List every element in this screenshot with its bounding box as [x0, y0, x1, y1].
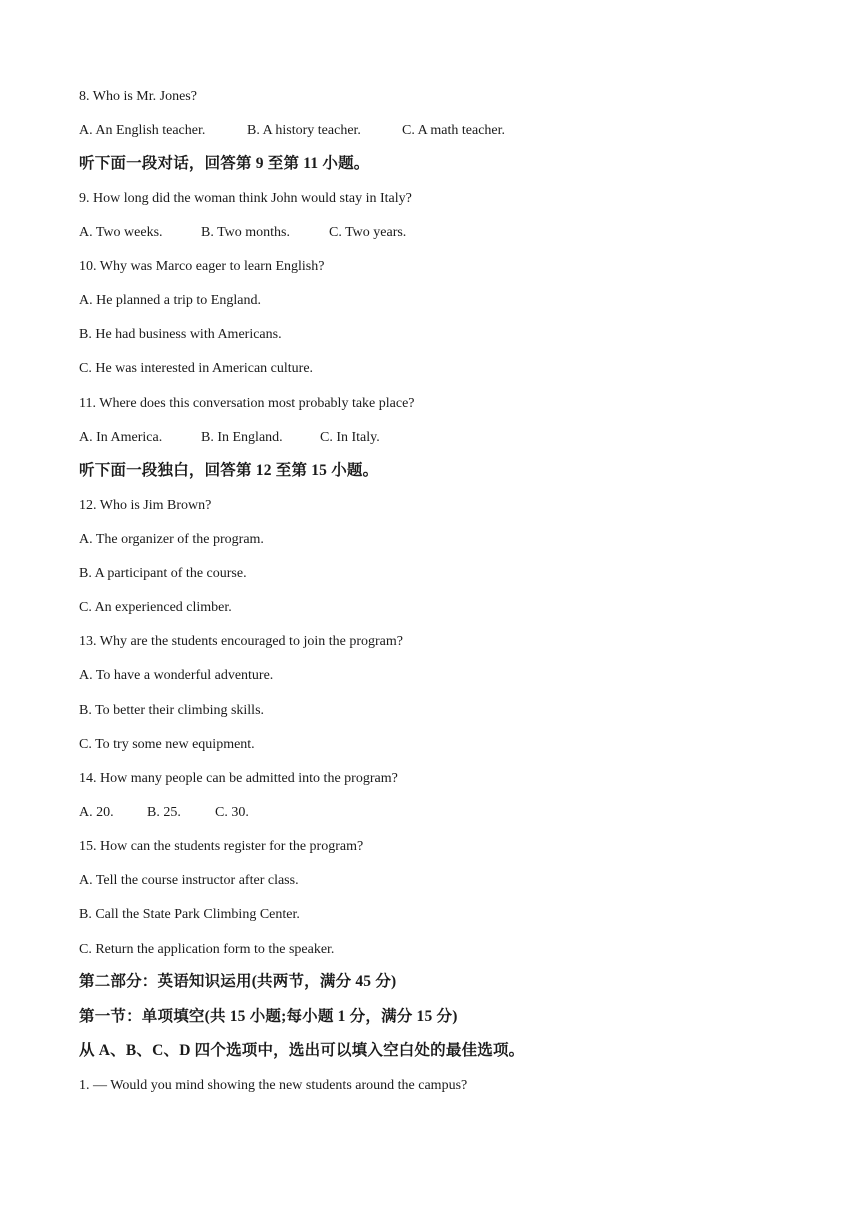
option-c: C. A math teacher. [402, 123, 506, 138]
question-13-option-c: C. To try some new equipment. [79, 737, 255, 752]
question-9-options [79, 224, 406, 242]
question-10-option-a: A. He planned a trip to England. [79, 293, 261, 308]
question-10-option-b: B. He had business with Americans. [79, 327, 282, 342]
option-a: A. An English teacher. [79, 123, 206, 138]
question-11: 11. Where does this conversation most probably take place? [79, 396, 415, 411]
question-12: 12. Who is Jim Brown? [79, 498, 212, 513]
section-heading-dialogue: 听下面一段对话，回答第 9 至第 11 小题。 [79, 155, 370, 172]
option-a: A. 20. [79, 805, 114, 820]
option-c: C. In Italy. [320, 430, 380, 445]
option-a: A. In America. [79, 430, 163, 445]
question-10: 10. Why was Marco eager to learn English? [79, 259, 325, 274]
question-11-options [79, 429, 380, 447]
question-8: 8. Who is Mr. Jones? [79, 89, 197, 104]
option-b: B. A history teacher. [247, 123, 361, 138]
instructions: 从 A、B、C、D 四个选项中，选出可以填入空白处的最佳选项。 [79, 1042, 525, 1059]
question-15-option-c: C. Return the application form to the speaker. [79, 942, 335, 957]
option-b: B. 25. [147, 805, 181, 820]
question-14-options [79, 804, 249, 822]
question-12-option-c: C. An experienced climber. [79, 600, 232, 615]
question-13-option-a: A. To have a wonderful adventure. [79, 668, 274, 683]
option-b: B. In England. [201, 430, 283, 445]
question-9: 9. How long did the woman think John would stay in Italy? [79, 191, 412, 206]
question-15-option-a: A. Tell the course instructor after class. [79, 873, 299, 888]
option-c: C. Two years. [329, 225, 407, 240]
question-15-option-b: B. Call the State Park Climbing Center. [79, 907, 300, 922]
section-heading-monologue: 听下面一段独白，回答第 12 至第 15 小题。 [79, 462, 379, 479]
question-15: 15. How can the students register for the program? [79, 839, 364, 854]
question-13: 13. Why are the students encouraged to join the program? [79, 634, 403, 649]
question-14: 14. How many people can be admitted into the program? [79, 771, 398, 786]
option-b: B. Two months. [201, 225, 290, 240]
option-c: C. 30. [215, 805, 249, 820]
section-one-heading: 第一节：单项填空(共 15 小题;每小题 1 分，满分 15 分) [79, 1008, 458, 1025]
question-12-option-a: A. The organizer of the program. [79, 532, 264, 547]
grammar-question-1: 1. — Would you mind showing the new students around the campus? [79, 1078, 468, 1093]
question-8-options [79, 122, 505, 140]
question-13-option-b: B. To better their climbing skills. [79, 703, 265, 718]
question-12-option-b: B. A participant of the course. [79, 566, 247, 581]
part-two-heading: 第二部分：英语知识运用(共两节，满分 45 分) [79, 973, 397, 990]
question-10-option-c: C. He was interested in American culture. [79, 361, 314, 376]
option-a: A. Two weeks. [79, 225, 163, 240]
